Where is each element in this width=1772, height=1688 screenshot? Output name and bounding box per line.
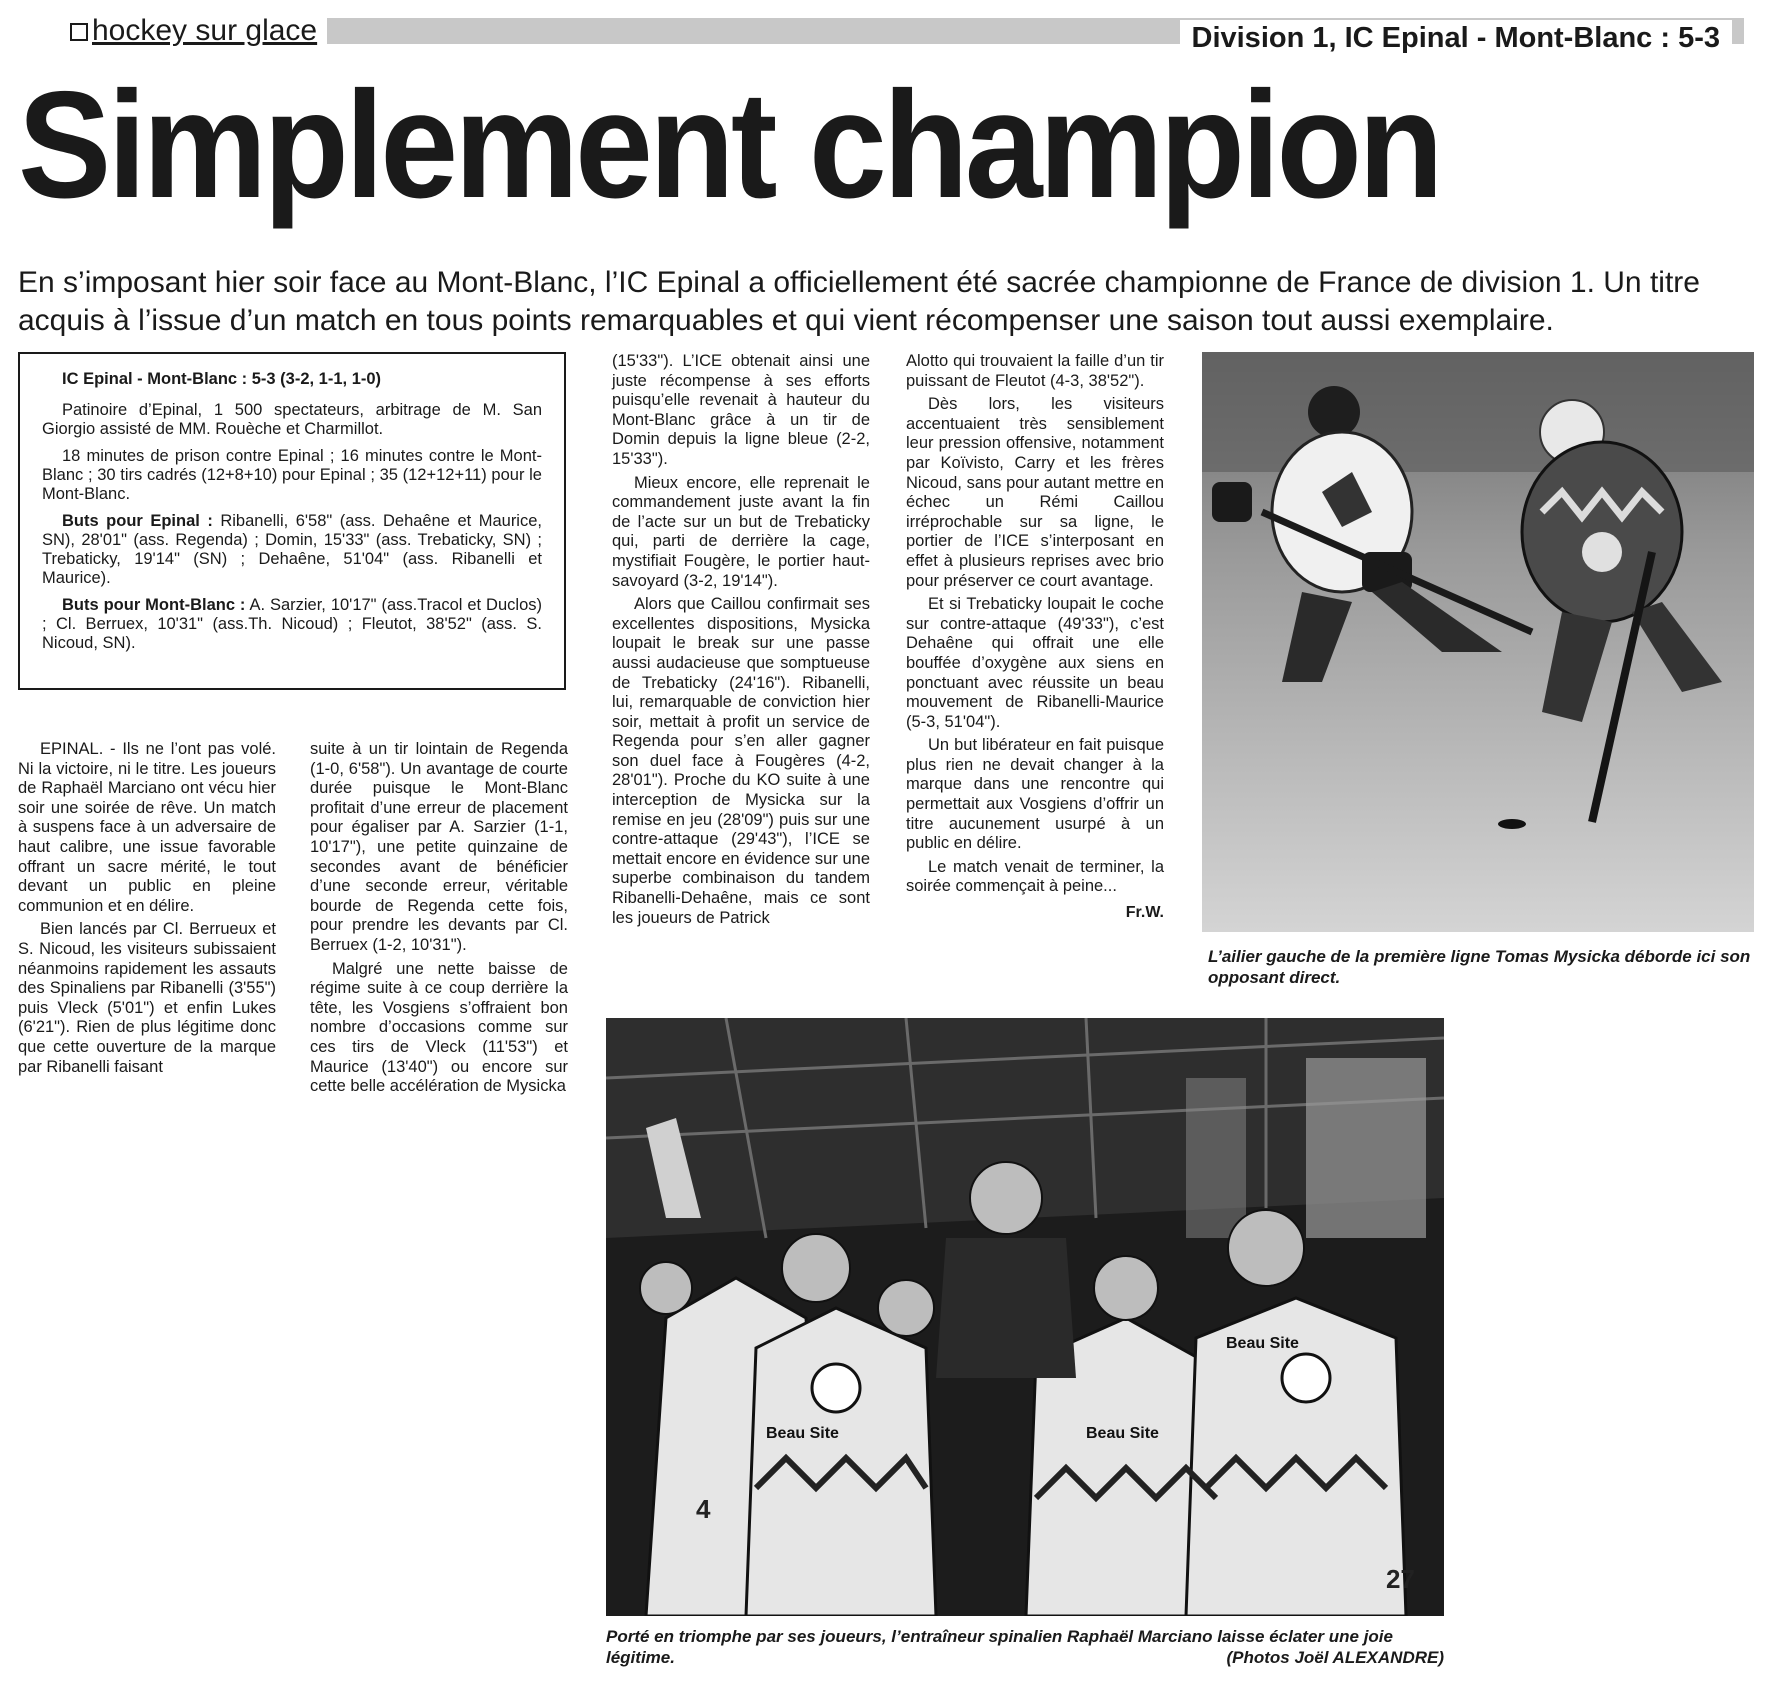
article-paragraph: Alotto qui trouvaient la faille d’un tir puissant de Fleutot (4-3, 38'52"). [906, 352, 1164, 390]
section-label: hockey sur glace [92, 14, 318, 47]
goals-montblanc-text: A. Sarzier, 10'17" (ass.Tracol et Duclos) ; Cl. Berruex, 10'31" (ass.Th. Nicoud) ; Fleutot, 38'52" (ass. S. Nicoud, SN). [42, 596, 542, 652]
article-paragraph: Alors que Caillou confirmait ses excellentes dispositions, Mysicka loupait le break sur une passe aussi audacieuse que somptueuse de Trebaticky (24'16"). Ribanelli, lui, remarquable de conviction hier soir, mettait à profit un service de Regenda pour s’en aller gagner son duel face à Fougères (4-2, 28'01"). Proche du KO suite à une interception de Mysicka sur la remise en jeu (28'09") puis sur une contre-attaque (29'43"), l’ICE se mettait encore en évidence sur une superbe combinaison du tandem Ribanelli-Dehaêne, mais ce sont les joueurs de Patrick [612, 595, 870, 927]
article-paragraph: (15'33"). L’ICE obtenait ainsi une juste récompense à ses efforts puisqu’elle revenait à hauteur du Mont-Blanc grâce à un tir de Domin depuis la ligne bleue (2-2, 15'33"). [612, 352, 870, 468]
top-photo-caption: L’ailier gauche de la première ligne Tomas Mysicka déborde ici son opposant direct. [1208, 947, 1751, 987]
goals-epinal-label: Buts pour Epinal : [62, 512, 213, 530]
article-column-1 [18, 740, 276, 1081]
photo-credit: (Photos Joël ALEXANDRE) [1226, 1648, 1444, 1667]
article-column-4 [906, 352, 1164, 923]
info-stats: 18 minutes de prison contre Epinal ; 16 minutes contre le Mont-Blanc ; 30 tirs cadrés (12+8+10) pour Epinal ; 35 (12+12+11) pour le Mont-Blanc. [42, 447, 542, 503]
info-box-title: IC Epinal - Mont-Blanc : 5-3 (3-2, 1-1, 1-0) [62, 370, 382, 388]
jersey-sponsor-text: Beau Site [1226, 1335, 1299, 1352]
article-paragraph: EPINAL. - Ils ne l’ont pas volé. Ni la victoire, ni le titre. Les joueurs de Raphaël Marciano ont vécu hier soir une soirée de rêve. Un match à suspens face à un adversaire de haut calibre, une issue favorable offrant un sacre mérité, le tout devant un public en pleine communion et en délire. [18, 740, 276, 915]
jersey-number: 27 [1386, 1564, 1415, 1594]
match-info-box [18, 352, 566, 690]
article-paragraph: Dès lors, les visiteurs accentuaient très sensiblement leur pression offensive, notamment par Koïvisto, Carry et les frères Nicoud, sans pour autant mettre en échec un Rémi Caillou irréprochable sur sa ligne, le portier de l’ICE s’interposant en effet à plusieurs reprises avec brio pour préserver ce court avantage. [906, 395, 1164, 590]
author-signature: Fr.W. [1125, 904, 1164, 922]
checkbox-square-icon [70, 23, 88, 41]
lead-paragraph: En s’imposant hier soir face au Mont-Blanc, l’IC Epinal a officiellement été sacrée championne de France de division 1. Un titre acquis à l’issue d’un match en tous points remarquables et qui vient récompenser une saison tout aussi exemplaire. [18, 266, 1700, 337]
article-column-3 [612, 352, 870, 932]
headline: Simplement champion [18, 60, 1440, 230]
goals-epinal-text: Ribanelli, 6'58" (ass. Dehaêne et Maurice, SN), 28'01" (ass. Regenda) ; Domin, 15'33" (ass. Trebaticky, SN) ; Trebaticky, 19'14" (SN) ; Dehaêne, 51'04" (ass. Ribanelli et Maurice). [42, 512, 542, 587]
section-rubric [24, 14, 327, 48]
celebration-illustration [606, 1018, 1444, 1616]
article-paragraph: Bien lancés par Cl. Berrueux et S. Nicoud, les visiteurs subissaient néanmoins rapidement les assauts des Spinaliens par Ribanelli (3'55") puis Vleck (5'01") et enfin Lukes (6'21"). Rien de plus légitime donc que cette ouverture de la marque par Ribanelli faisant [18, 920, 276, 1076]
article-paragraph: Mieux encore, elle reprenait le commandement juste avant la fin de l’acte sur un but de Trebaticky qui, parti de derrière la cage, mystifiait Fougère, le portier haut-savoyard (3-2, 19'14"). [612, 473, 870, 590]
article-paragraph: Et si Trebaticky loupait le coche sur contre-attaque (49'33"), c’est Dehaêne qui offrait une elle bouffée d’oxygène aux siens en ponctuant avec réussite un beau mouvement de Ribanelli-Maurice (5-3, 51'04"). [906, 595, 1164, 731]
info-venue: Patinoire d’Epinal, 1 500 spectateurs, arbitrage de M. San Giorgio assisté de MM. Rouèche et Charmillot. [42, 401, 542, 438]
bottom-photo-caption [606, 1626, 1444, 1668]
jersey-number: 4 [696, 1494, 711, 1524]
info-goals-epinal [42, 512, 542, 588]
article-column-2 [310, 740, 568, 1101]
article-paragraph: Le match venait de terminer, la soirée commençait à peine... [906, 857, 1164, 896]
info-goals-montblanc [42, 596, 542, 653]
article-paragraph: Malgré une nette baisse de régime suite à ce coup derrière la tête, les Vosgiens s’offraient bon nombre d’occasions comme sur ces tirs de Vleck (11'53") et Maurice (13'40") ou encore sur cette belle accélération de Mysicka [310, 959, 568, 1096]
jersey-sponsor-text: Beau Site [1086, 1425, 1159, 1442]
hockey-action-photo [1202, 352, 1754, 932]
article-paragraph: Un but libérateur en fait puisque plus rien ne devait changer à la marque dans une rencontre qui permettait aux Vosgiens d’offrir un titre aucunement usurpé à un public en délire. [906, 736, 1164, 853]
match-rubric: Division 1, IC Epinal - Mont-Blanc : 5-3 [1180, 20, 1733, 56]
article-paragraph: suite à un tir lointain de Regenda (1-0, 6'58"). Un avantage de courte durée puisque le Mont-Blanc profitait d’une erreur de placement pour égaliser par A. Sarzier (1-1, 10'17"), une petite quinzaine de secondes avant de bénéficier d’une seconde erreur, véritable bourde de Regenda cette fois, pour prendre les devants par Cl. Berruex (1-2, 10'31"). [310, 740, 568, 954]
jersey-sponsor-text: Beau Site [766, 1425, 839, 1442]
bottom-caption-text: Porté en triomphe par ses joueurs, l’entraîneur spinalien Raphaël Marciano laisse éclater une joie légitime. [606, 1627, 1393, 1667]
celebration-photo [606, 1018, 1444, 1616]
hockey-action-illustration [1202, 352, 1754, 932]
goals-montblanc-label: Buts pour Mont-Blanc : [62, 596, 246, 614]
